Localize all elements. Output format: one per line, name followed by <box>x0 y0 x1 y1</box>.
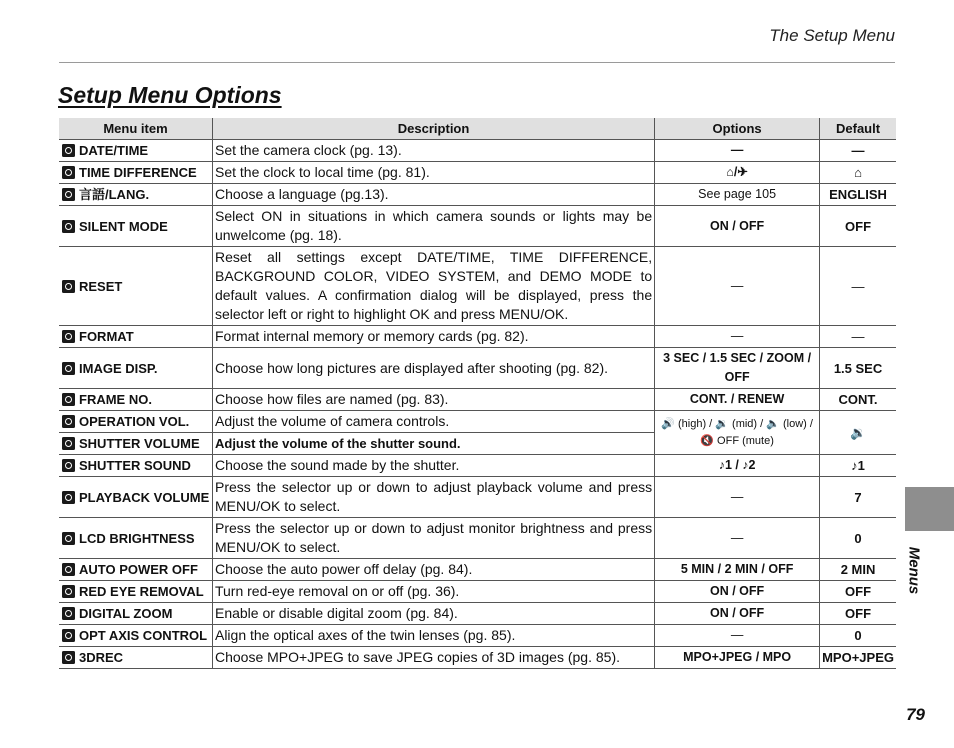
default-cell: 0 <box>820 518 896 559</box>
time-difference-icon <box>62 166 75 179</box>
menu-item-name: OPERATION VOL. <box>79 414 190 429</box>
setup-menu-table <box>59 118 896 669</box>
menu-item-name: SHUTTER SOUND <box>79 458 191 473</box>
default-cell: 1.5 SEC <box>820 348 896 389</box>
opt-axis-icon <box>62 629 75 642</box>
default-cell: — <box>820 326 896 348</box>
options-cell: ON / OFF <box>655 603 820 625</box>
table-row <box>59 206 896 247</box>
table-row <box>59 184 896 206</box>
description-cell: Adjust the volume of camera controls. <box>212 411 654 433</box>
options-cell: — <box>655 247 820 326</box>
options-cell: See page 105 <box>655 184 820 206</box>
clock-icon <box>62 144 75 157</box>
page-number: 79 <box>906 705 925 724</box>
column-header-default: Default <box>820 118 896 140</box>
menu-item-name: SILENT MODE <box>79 218 168 234</box>
table-row <box>59 603 896 625</box>
options-cell: ⌂/✈ <box>655 162 820 184</box>
table-row <box>59 455 896 477</box>
options-cell: ON / OFF <box>655 206 820 247</box>
description-cell: Set the clock to local time (pg. 81). <box>212 162 654 184</box>
default-cell: OFF <box>820 206 896 247</box>
description-cell: Turn red-eye removal on or off (pg. 36). <box>212 581 654 603</box>
red-eye-icon <box>62 585 75 598</box>
menu-item-name: OPT AXIS CONTROL <box>79 628 208 643</box>
volume-default-cell: 🔉 <box>820 411 896 455</box>
table-row <box>59 389 896 411</box>
menu-item-name: 言語/LANG. <box>79 187 150 202</box>
menu-item-name: SHUTTER VOLUME <box>79 436 200 451</box>
description-cell: Enable or disable digital zoom (pg. 84). <box>212 603 654 625</box>
format-icon <box>62 330 75 343</box>
description-cell: Choose how long pictures are displayed after shooting (pg. 82). <box>212 348 654 389</box>
table-row <box>59 647 896 669</box>
column-header-menu-item: Menu item <box>59 118 212 140</box>
section-label <box>903 542 925 602</box>
operation-vol-icon <box>62 415 75 428</box>
running-head: The Setup Menu <box>769 26 895 45</box>
options-cell: — <box>655 477 820 518</box>
shutter-sound-icon <box>62 459 75 472</box>
silent-mode-icon <box>62 220 75 233</box>
default-cell: CONT. <box>820 389 896 411</box>
options-cell: — <box>655 140 820 162</box>
page-title: Setup Menu Options <box>58 82 282 108</box>
menu-item-name: 3DREC <box>79 650 124 665</box>
description-cell: Choose a language (pg.13). <box>212 184 654 206</box>
menu-item-name: PLAYBACK VOLUME <box>79 489 210 505</box>
default-cell: 0 <box>820 625 896 647</box>
menu-item-name: DIGITAL ZOOM <box>79 606 173 621</box>
menu-item-name: AUTO POWER OFF <box>79 562 198 577</box>
menu-item-name: FRAME NO. <box>79 392 152 407</box>
default-cell: OFF <box>820 603 896 625</box>
section-label-text: Menus <box>905 546 923 595</box>
menu-item-name: RESET <box>79 278 123 294</box>
description-cell: Choose MPO+JPEG to save JPEG copies of 3D images (pg. 85). <box>212 647 654 669</box>
description-cell: Choose the auto power off delay (pg. 84). <box>212 559 654 581</box>
default-cell: — <box>820 140 896 162</box>
options-cell: CONT. / RENEW <box>655 389 820 411</box>
table-row <box>59 559 896 581</box>
section-tab <box>905 487 954 531</box>
lcd-brightness-icon <box>62 532 75 545</box>
description-cell: Choose how files are named (pg. 83). <box>212 389 654 411</box>
options-cell: ♪1 / ♪2 <box>655 455 820 477</box>
default-cell: — <box>820 247 896 326</box>
menu-item-name: RED EYE REMOVAL <box>79 584 204 599</box>
menu-item-name: TIME DIFFERENCE <box>79 165 197 180</box>
description-cell: Set the camera clock (pg. 13). <box>212 140 654 162</box>
options-cell: 5 MIN / 2 MIN / OFF <box>655 559 820 581</box>
default-cell: 7 <box>820 477 896 518</box>
description-cell: Press the selector up or down to adjust playback volume and press MENU/OK to select. <box>212 477 654 518</box>
table-row <box>59 581 896 603</box>
table-row <box>59 247 896 326</box>
mpo-icon <box>62 651 75 664</box>
table-row <box>59 518 896 559</box>
default-cell: OFF <box>820 581 896 603</box>
options-cell: ON / OFF <box>655 581 820 603</box>
default-cell: MPO+JPEG <box>820 647 896 669</box>
options-cell: MPO+JPEG / MPO <box>655 647 820 669</box>
frame-no-icon <box>62 393 75 406</box>
description-cell: Format internal memory or memory cards (pg. 82). <box>212 326 654 348</box>
table-header-row <box>59 118 896 140</box>
reset-icon <box>62 280 75 293</box>
column-header-options: Options <box>655 118 820 140</box>
description-cell: Align the optical axes of the twin lenses (pg. 85). <box>212 625 654 647</box>
volume-options-cell: 🔊 (high) / 🔉 (mid) / 🔈 (low) / 🔇 OFF (mute) <box>655 411 820 455</box>
menu-item-name: FORMAT <box>79 329 134 344</box>
shutter-volume-icon <box>62 437 75 450</box>
menu-item-name: LCD BRIGHTNESS <box>79 530 195 546</box>
auto-power-off-icon <box>62 563 75 576</box>
digital-zoom-icon <box>62 607 75 620</box>
table-row <box>59 348 896 389</box>
description-cell: Choose the sound made by the shutter. <box>212 455 654 477</box>
default-cell: ♪1 <box>820 455 896 477</box>
options-cell: — <box>655 326 820 348</box>
description-cell: Adjust the volume of the shutter sound. <box>212 433 654 455</box>
default-cell: ENGLISH <box>820 184 896 206</box>
table-row <box>59 140 896 162</box>
description-cell: Select ON in situations in which camera sounds or lights may be unwelcome (pg. 18). <box>212 206 654 247</box>
description-cell: Press the selector up or down to adjust monitor brightness and press MENU/OK to select. <box>212 518 654 559</box>
image-disp-icon <box>62 362 75 375</box>
default-cell: 2 MIN <box>820 559 896 581</box>
table-row <box>59 477 896 518</box>
description-cell: Reset all settings except DATE/TIME, TIME DIFFERENCE, BACKGROUND COLOR, VIDEO SYSTEM, and DEMO MODE to default values. A confirmation dialog will be displayed, press the selector left or right to highlight OK and press MENU/OK. <box>212 247 654 326</box>
menu-item-name: DATE/TIME <box>79 143 149 158</box>
language-icon <box>62 188 75 201</box>
options-cell: 3 SEC / 1.5 SEC / ZOOM / OFF <box>655 348 820 389</box>
table-row <box>59 326 896 348</box>
menu-item-name: IMAGE DISP. <box>79 360 158 376</box>
header-rule <box>59 62 895 63</box>
table-row <box>59 625 896 647</box>
table-row <box>59 411 896 433</box>
column-header-description: Description <box>212 118 654 140</box>
default-cell: ⌂ <box>820 162 896 184</box>
options-cell: — <box>655 625 820 647</box>
options-cell: — <box>655 518 820 559</box>
playback-volume-icon <box>62 491 75 504</box>
table-row <box>59 162 896 184</box>
